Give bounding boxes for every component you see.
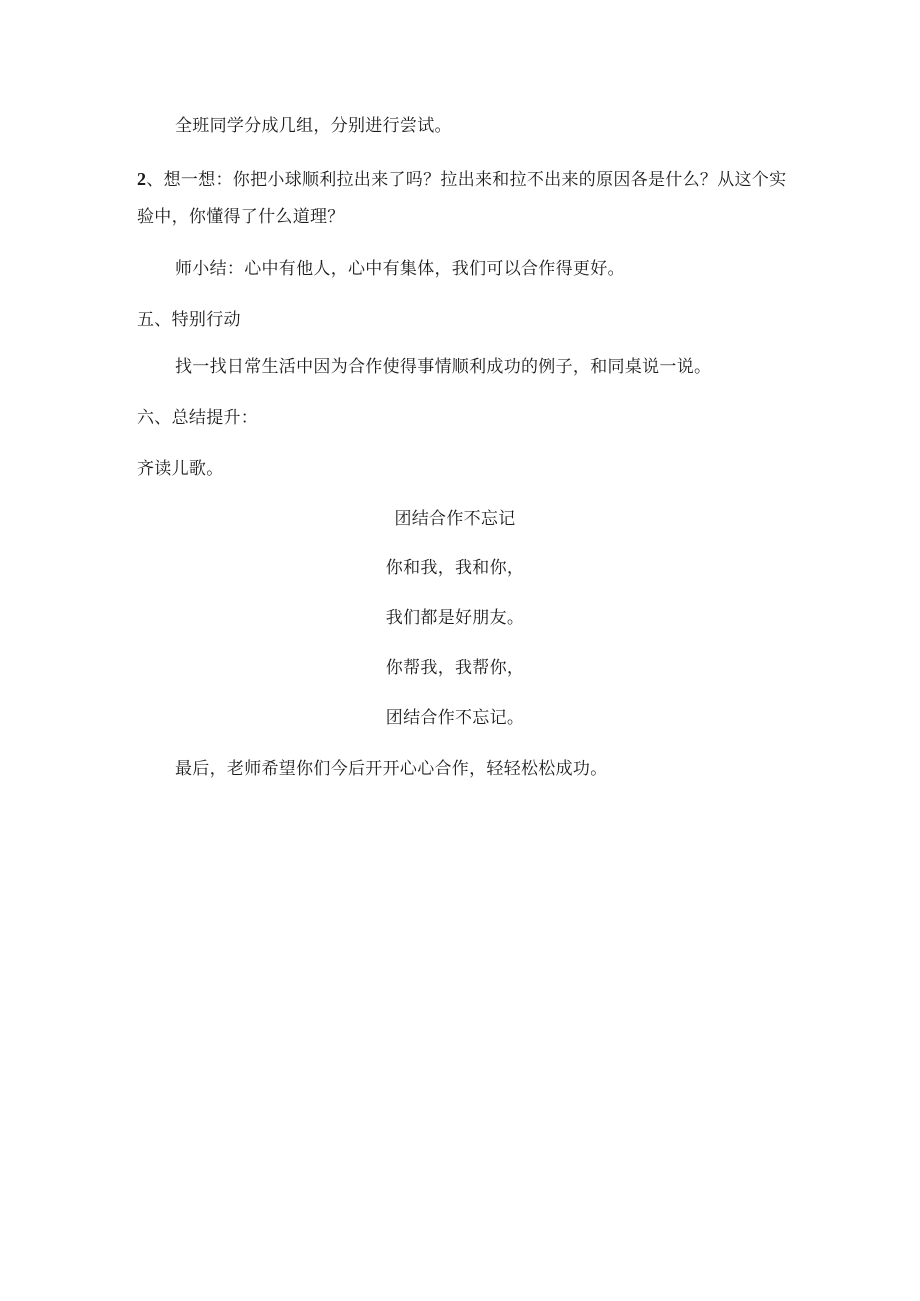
item-2-question-text: 、想一想：你把小球顺利拉出来了吗？拉出来和拉不出来的原因各是什么？从这个实: [146, 170, 787, 190]
item-2-number: 2: [137, 169, 147, 189]
teacher-summary: 师小结：心中有他人，心中有集体，我们可以合作得更好。: [175, 259, 625, 279]
poem-line-1: 你和我，我和你，: [385, 558, 525, 578]
closing-paragraph: 最后，老师希望你们今后开开心心合作，轻轻松松成功。: [175, 759, 608, 779]
poem-line-2: 我们都是好朋友。: [385, 608, 525, 628]
item-2-line-2: 验中，你懂得了什么道理？: [137, 207, 345, 227]
poem-title: 团结合作不忘记: [394, 509, 516, 529]
section-5-text: 找一找日常生活中因为合作使得事情顺利成功的例子，和同桌说一说。: [175, 357, 712, 377]
paragraph-group-attempt: 全班同学分成几组，分别进行尝试。: [175, 116, 452, 136]
item-2-line-1: [137, 167, 786, 192]
read-song-instruction: 齐读儿歌。: [137, 459, 224, 479]
section-6-heading: 六、总结提升：: [137, 408, 259, 428]
poem-line-4: 团结合作不忘记。: [385, 708, 525, 728]
poem-line-3: 你帮我，我帮你，: [385, 658, 525, 678]
section-5-heading: 五、特别行动: [137, 310, 241, 330]
